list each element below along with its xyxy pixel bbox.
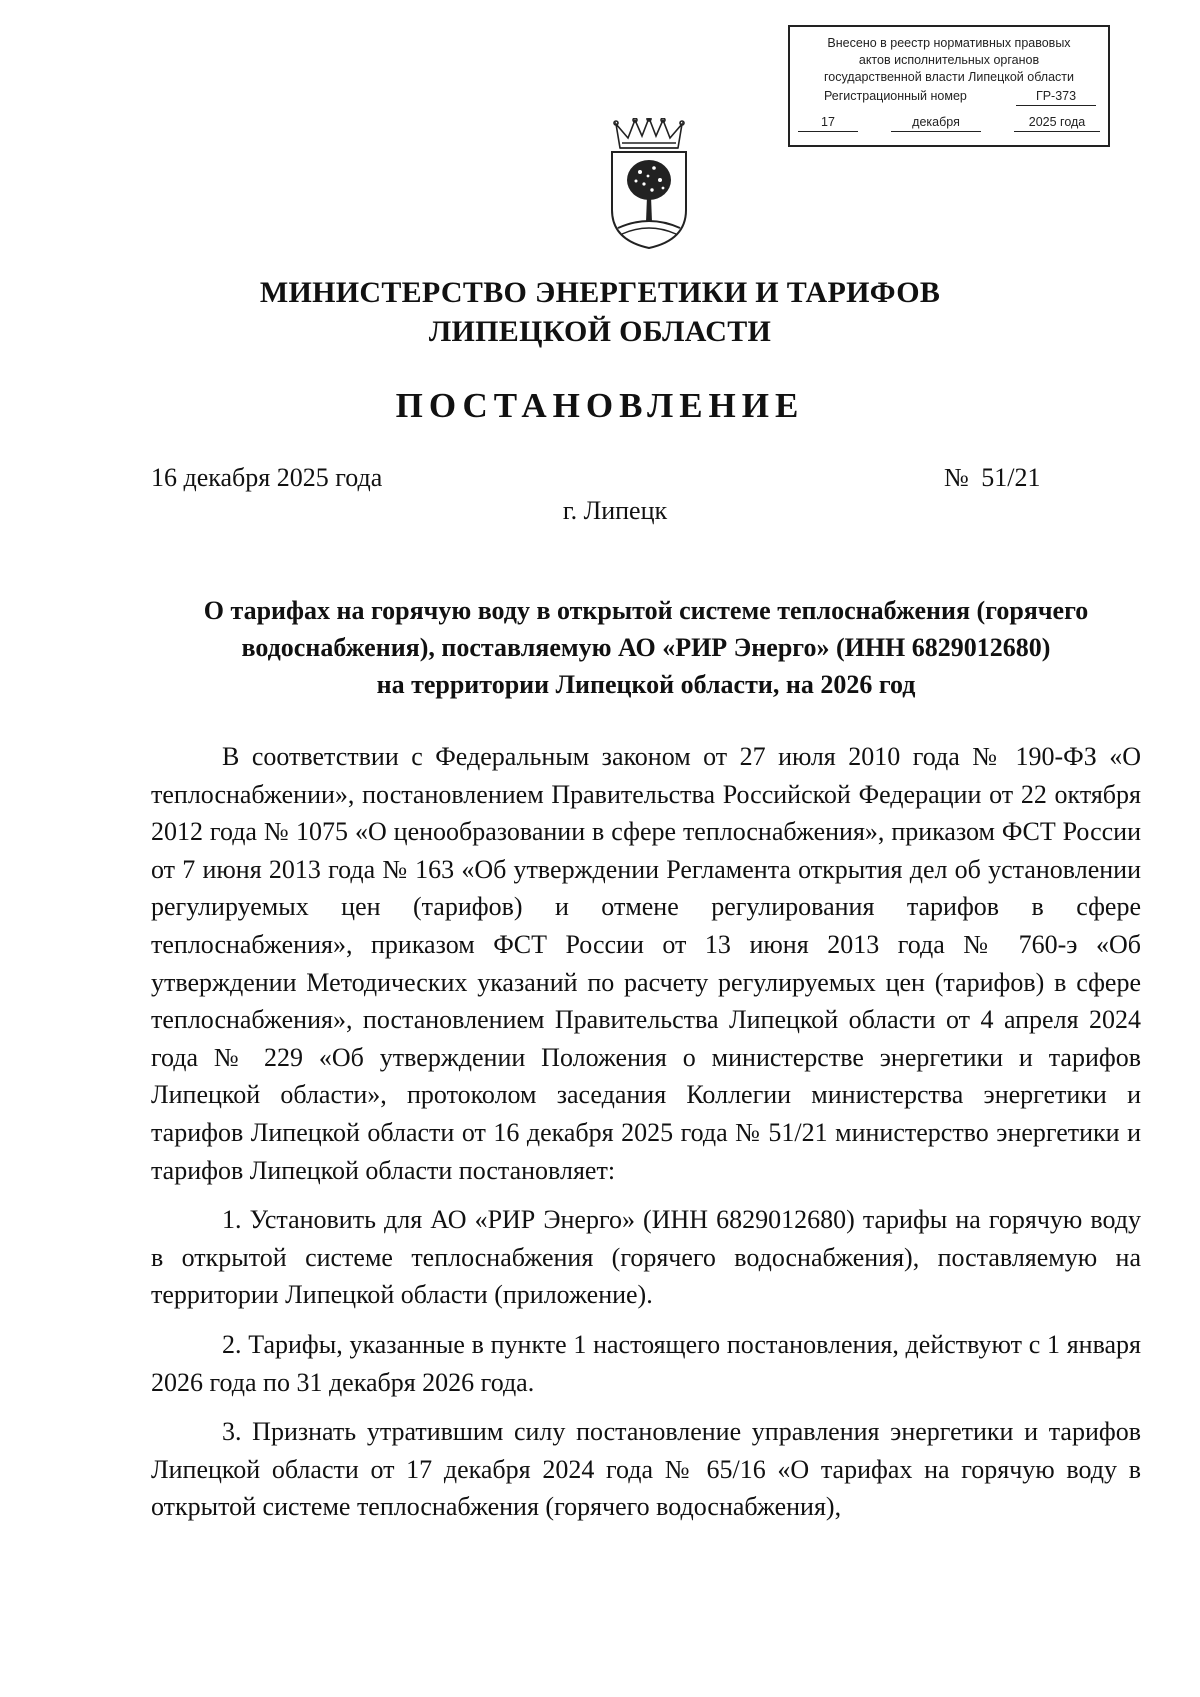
ministry-line-1: МИНИСТЕРСТВО ЭНЕРГЕТИКИ И ТАРИФОВ [259, 276, 941, 309]
stamp-line-3: государственной власти Липецкой области [823, 70, 1075, 84]
item-2-paragraph: 2. Тарифы, указанные в пункте 1 настоящего постановления, действуют с 1 января 2026 года по 31 декабря 2026 года. [151, 1329, 1141, 1397]
preamble-paragraph: В соответствии с Федеральным законом от 27 июля 2010 года № 190-ФЗ «О теплоснабжении», постановлением Правительства Российской Федерации от 22 октября 2012 года № 1075 «О ценообразовании в сфере теплоснабжения», приказом ФСТ России от 7 июня 2013 года № 163 «Об утверждении Регламента открытия дел об установлении регулируемых цен (тарифов) и отмене регулирования тарифов в сфере теплоснабжения», приказом ФСТ России от 13 июня 2013 года № 760-э «Об утверждении Методических указаний по расчету регулируемых цен (тарифов) в сфере теплоснабжения», постановлением Правительства Липецкой области от 4 апреля 2024 года № 229 «Об утверждении Положения о министерстве энергетики и тарифов Липецкой области», протоколом заседания Коллегии министерства энергетики и тарифов Липецкой области от 16 декабря 2025 года № 51/21 министерство энергетики и тарифов Липецкой области постановляет: [151, 742, 1141, 1185]
stamp-registration [790, 88, 1108, 106]
ministry-line-2: ЛИПЕЦКОЙ ОБЛАСТИ [428, 315, 772, 348]
stamp-line-1: Внесено в реестр нормативных правовых [827, 36, 1071, 50]
document-type: ПОСТАНОВЛЕНИЕ [395, 386, 805, 425]
item-1-paragraph: 1. Установить для АО «РИР Энерго» (ИНН 6829012680) тарифы на горячую воду в открытой системе теплоснабжения (горячего водоснабжения), поставляемую на территории Липецкой области (приложение). [151, 1205, 1141, 1310]
stamp-reg-label: Регистрационный номер [824, 89, 967, 103]
document-title [151, 592, 1141, 703]
stamp-line-2: актов исполнительных органов [858, 53, 1040, 67]
stamp-date [790, 114, 1108, 132]
document-date: 16 декабря 2025 года [151, 463, 383, 492]
stamp-day: 17 [798, 114, 858, 132]
item-3-paragraph: 3. Признать утратившим силу постановление управления энергетики и тарифов Липецкой области от 17 декабря 2024 года № 65/16 «О тарифах на горячую воду в открытой системе теплоснабжения (горячего водоснабжения), [151, 1417, 1141, 1522]
document-city: г. Липецк [562, 496, 668, 525]
lipetsk-coat-of-arms-icon [608, 118, 690, 250]
stamp-year: 2025 года [1014, 114, 1100, 132]
registry-stamp [788, 25, 1110, 147]
title-line-1: О тарифах на горячую воду в открытой системе теплоснабжения (горячего [203, 596, 1089, 625]
stamp-month: декабря [891, 114, 981, 132]
document-number: № 51/21 [944, 463, 1041, 492]
title-line-3: на территории Липецкой области, на 2026 год [376, 670, 916, 699]
document-body [151, 738, 1141, 1538]
stamp-reg-number: ГР-373 [1016, 88, 1096, 106]
ministry-name [0, 273, 1200, 351]
title-line-2: водоснабжения), поставляемую АО «РИР Энерго» (ИНН 6829012680) [241, 633, 1051, 662]
